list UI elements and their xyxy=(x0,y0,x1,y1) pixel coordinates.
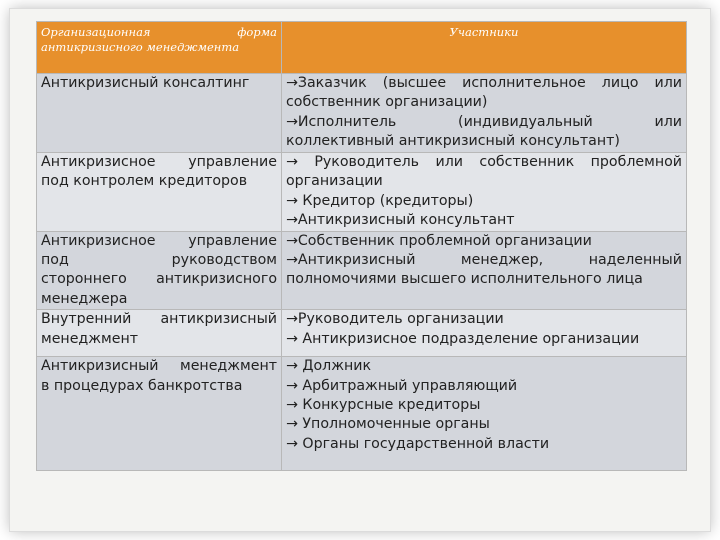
participant-text: Антикризисный менеджер, наделенный xyxy=(297,252,682,269)
form-line: в процедурах банкротства xyxy=(41,377,243,394)
form-cell xyxy=(37,231,282,310)
header-form-word: форма xyxy=(237,25,277,39)
table-row xyxy=(37,310,687,357)
header-form-line: Организационная xyxy=(41,25,151,39)
participant-line xyxy=(286,330,682,349)
participant-line xyxy=(286,172,682,191)
arrow-icon: → xyxy=(286,311,298,328)
participant-text: Уполномоченные органы xyxy=(297,416,490,433)
participant-line xyxy=(286,435,682,454)
arrow-icon: → xyxy=(286,330,298,347)
participant-text: Кредитор (кредиторы) xyxy=(297,192,474,209)
header-participants: Участники xyxy=(282,22,687,74)
arrow-icon: → xyxy=(286,435,298,452)
form-line: Внутренний антикризисный xyxy=(41,311,277,328)
participant-text: Заказчик (высшее исполнительное лицо или xyxy=(297,75,682,91)
participants-cell xyxy=(282,153,687,232)
table-row xyxy=(37,231,687,310)
form-line: под контролем кредиторов xyxy=(41,173,248,190)
arrow-icon: → xyxy=(286,212,298,229)
participant-text: Конкурсные кредиторы xyxy=(297,397,481,414)
arrow-icon: → xyxy=(286,377,298,394)
arrow-icon: → xyxy=(286,75,298,91)
participant-text: собственник организации) xyxy=(286,94,488,111)
participant-line xyxy=(286,132,682,151)
header-form xyxy=(37,22,282,74)
participants-cell xyxy=(282,74,687,153)
participant-line xyxy=(286,357,682,376)
form-line: Антикризисный менеджмент xyxy=(41,358,277,375)
participant-text: коллективный антикризисный консультант) xyxy=(286,133,620,150)
arrow-icon: → xyxy=(286,397,298,414)
participant-line xyxy=(286,310,682,329)
participant-line xyxy=(286,153,682,172)
participants-cell xyxy=(282,357,687,471)
arrow-icon: → xyxy=(286,113,298,130)
participant-text: Исполнитель (индивидуальный или xyxy=(297,113,682,130)
participant-line xyxy=(286,74,682,93)
arrow-icon: → xyxy=(286,232,298,249)
form-cell xyxy=(37,357,282,471)
arrow-icon: → xyxy=(286,416,298,433)
participant-text: организации xyxy=(286,173,383,190)
form-line: стороннего антикризисного xyxy=(41,271,277,288)
arrow-icon: → xyxy=(286,252,298,269)
participant-line xyxy=(286,211,682,230)
participant-line xyxy=(286,192,682,211)
participants-cell xyxy=(282,310,687,357)
participant-line xyxy=(286,113,682,132)
participant-line xyxy=(286,377,682,396)
form-line: менеджмент xyxy=(41,330,138,347)
participant-text: Руководитель организации xyxy=(297,311,504,328)
participant-line xyxy=(286,93,682,112)
table-row xyxy=(37,74,687,153)
table-row xyxy=(37,153,687,232)
form-line: Антикризисный консалтинг xyxy=(41,75,250,91)
participant-line xyxy=(286,415,682,434)
form-cell xyxy=(37,310,282,357)
form-line: под руководством xyxy=(41,252,277,269)
participant-text: Органы государственной власти xyxy=(297,435,550,452)
participant-text: полномочиями высшего исполнительного лица xyxy=(286,271,643,288)
participant-text: Руководитель или собственник проблемной xyxy=(297,154,682,170)
arrow-icon: → xyxy=(286,192,298,209)
form-line: Антикризисное управление xyxy=(41,154,277,170)
participant-line xyxy=(286,251,682,270)
table-header-row xyxy=(37,22,687,74)
participant-line xyxy=(286,232,682,251)
participant-text: Антикризисное подразделение организации xyxy=(297,330,640,347)
participant-line xyxy=(286,270,682,289)
participants-cell xyxy=(282,231,687,310)
participant-text: Антикризисный консультант xyxy=(297,212,515,229)
participant-text: Должник xyxy=(297,358,372,375)
header-form-line: антикризисного менеджмента xyxy=(41,40,240,54)
participant-text: Арбитражный управляющий xyxy=(297,377,518,394)
form-cell xyxy=(37,153,282,232)
form-line: Антикризисное управление xyxy=(41,232,277,249)
form-cell xyxy=(37,74,282,153)
anti-crisis-management-table xyxy=(36,21,687,471)
table-row xyxy=(37,357,687,471)
arrow-icon: → xyxy=(286,154,298,170)
participant-text: Собственник проблемной организации xyxy=(297,232,592,249)
arrow-icon: → xyxy=(286,358,298,375)
form-line: менеджера xyxy=(41,290,128,307)
participant-line xyxy=(286,396,682,415)
